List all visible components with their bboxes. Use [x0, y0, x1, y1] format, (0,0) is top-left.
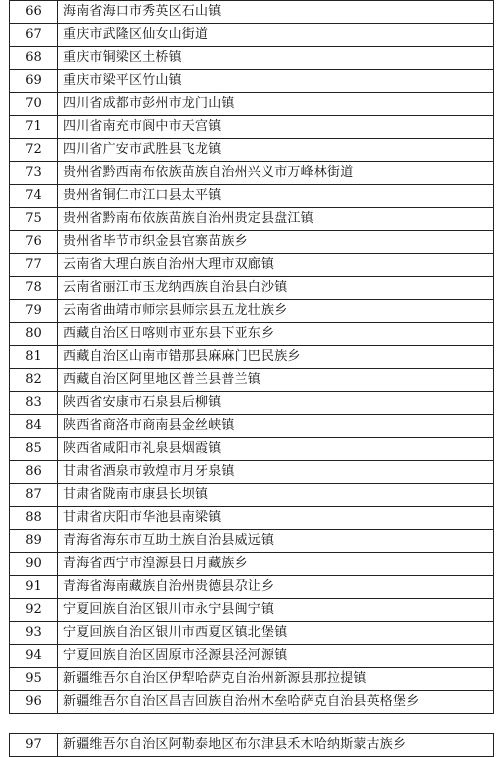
- row-number-cell: 81: [10, 346, 58, 369]
- row-number-cell: 77: [10, 254, 58, 277]
- location-cell: 西藏自治区山南市错那县麻麻门巴民族乡: [58, 346, 494, 369]
- location-cell: 陕西省商洛市商南县金丝峡镇: [58, 415, 494, 438]
- row-number-cell: 71: [10, 116, 58, 139]
- row-number-cell: 75: [10, 208, 58, 231]
- table-row: [10, 530, 494, 553]
- location-cell: 西藏自治区阿里地区普兰县普兰镇: [58, 369, 494, 392]
- row-number-cell: 90: [10, 553, 58, 576]
- table-row: [10, 47, 494, 70]
- location-cell: 贵州省铜仁市江口县太平镇: [58, 185, 494, 208]
- location-cell: 宁夏回族自治区银川市永宁县闽宁镇: [58, 599, 494, 622]
- location-cell: 海南省海口市秀英区石山镇: [58, 1, 494, 24]
- location-cell: 云南省丽江市玉龙纳西族自治县白沙镇: [58, 277, 494, 300]
- location-cell: 贵州省黔南布依族苗族自治州贵定县盘江镇: [58, 208, 494, 231]
- table-row: [10, 691, 494, 714]
- table-row: [10, 300, 494, 323]
- table-row: [10, 139, 494, 162]
- partial-table-row: [9, 733, 493, 752]
- row-number-cell: 84: [10, 415, 58, 438]
- table-row: [10, 346, 494, 369]
- table-row: [10, 208, 494, 231]
- row-number-cell: 73: [10, 162, 58, 185]
- table-row: [10, 277, 494, 300]
- table-row: [10, 599, 494, 622]
- row-number-cell: 87: [10, 484, 58, 507]
- row-number-cell: 83: [10, 392, 58, 415]
- row-number-cell: 89: [10, 530, 58, 553]
- table-row: [10, 668, 494, 691]
- row-number-cell: 82: [10, 369, 58, 392]
- location-cell: 宁夏回族自治区银川市西夏区镇北堡镇: [58, 622, 494, 645]
- row-number-cell: 78: [10, 277, 58, 300]
- table-row: [10, 231, 494, 254]
- row-number-cell: 67: [10, 24, 58, 47]
- village-list-table: [9, 0, 494, 714]
- row-number-cell: 74: [10, 185, 58, 208]
- location-cell: 新疆维吾尔自治区阿勒泰地区布尔津县禾木哈纳斯蒙古族乡: [58, 734, 494, 757]
- location-cell: 青海省海东市互助土族自治县威远镇: [58, 530, 494, 553]
- location-cell: 甘肃省陇南市康县长坝镇: [58, 484, 494, 507]
- table-row: [10, 70, 494, 93]
- table-row: [10, 254, 494, 277]
- location-cell: 新疆维吾尔自治区昌吉回族自治州木垒哈萨克自治县英格堡乡: [58, 691, 494, 714]
- location-cell: 四川省广安市武胜县飞龙镇: [58, 139, 494, 162]
- location-cell: 四川省成都市彭州市龙门山镇: [58, 93, 494, 116]
- location-cell: 陕西省咸阳市礼泉县烟霞镇: [58, 438, 494, 461]
- location-cell: 陕西省安康市石泉县后柳镇: [58, 392, 494, 415]
- table-row: [10, 24, 494, 47]
- table-row: [10, 116, 494, 139]
- row-number-cell: 80: [10, 323, 58, 346]
- row-number-cell: 69: [10, 70, 58, 93]
- row-number-cell: 66: [10, 1, 58, 24]
- table-row: [10, 622, 494, 645]
- row-number-cell: 85: [10, 438, 58, 461]
- location-cell: 云南省大理白族自治州大理市双廊镇: [58, 254, 494, 277]
- table-row: [10, 461, 494, 484]
- location-cell: 甘肃省酒泉市敦煌市月牙泉镇: [58, 461, 494, 484]
- table-row: [10, 392, 494, 415]
- row-number-cell: 96: [10, 691, 58, 714]
- village-list-table-container: [9, 0, 493, 714]
- table-body: [10, 1, 494, 714]
- location-cell: 西藏自治区日喀则市亚东县下亚东乡: [58, 323, 494, 346]
- row-number-cell: 97: [10, 734, 58, 757]
- table-row: [10, 507, 494, 530]
- location-cell: 四川省南充市阆中市天宫镇: [58, 116, 494, 139]
- table-row: [10, 323, 494, 346]
- location-cell: 宁夏回族自治区固原市泾源县泾河源镇: [58, 645, 494, 668]
- row-number-cell: 72: [10, 139, 58, 162]
- location-cell: 重庆市武隆区仙女山街道: [58, 24, 494, 47]
- row-number-cell: 91: [10, 576, 58, 599]
- row-number-cell: 93: [10, 622, 58, 645]
- table-row: [10, 369, 494, 392]
- location-cell: 甘肃省庆阳市华池县南梁镇: [58, 507, 494, 530]
- table-row: [10, 734, 494, 757]
- location-cell: 青海省海南藏族自治州贵德县尕让乡: [58, 576, 494, 599]
- location-cell: 重庆市梁平区竹山镇: [58, 70, 494, 93]
- table-row: [10, 438, 494, 461]
- row-number-cell: 94: [10, 645, 58, 668]
- location-cell: 青海省西宁市湟源县日月藏族乡: [58, 553, 494, 576]
- location-cell: 重庆市铜梁区土桥镇: [58, 47, 494, 70]
- location-cell: 贵州省毕节市织金县官寨苗族乡: [58, 231, 494, 254]
- location-cell: 贵州省黔西南布依族苗族自治州兴义市万峰林街道: [58, 162, 494, 185]
- location-cell: 新疆维吾尔自治区伊犁哈萨克自治州新源县那拉提镇: [58, 668, 494, 691]
- row-number-cell: 95: [10, 668, 58, 691]
- row-number-cell: 88: [10, 507, 58, 530]
- table-row: [10, 1, 494, 24]
- partial-row-table: [9, 733, 494, 757]
- table-row: [10, 484, 494, 507]
- table-row: [10, 93, 494, 116]
- table-row: [10, 553, 494, 576]
- row-number-cell: 76: [10, 231, 58, 254]
- row-number-cell: 86: [10, 461, 58, 484]
- table-row: [10, 162, 494, 185]
- location-cell: 云南省曲靖市师宗县师宗县五龙壮族乡: [58, 300, 494, 323]
- table-row: [10, 415, 494, 438]
- row-number-cell: 92: [10, 599, 58, 622]
- table-row: [10, 645, 494, 668]
- table-row: [10, 576, 494, 599]
- row-number-cell: 70: [10, 93, 58, 116]
- row-number-cell: 68: [10, 47, 58, 70]
- row-number-cell: 79: [10, 300, 58, 323]
- table-row: [10, 185, 494, 208]
